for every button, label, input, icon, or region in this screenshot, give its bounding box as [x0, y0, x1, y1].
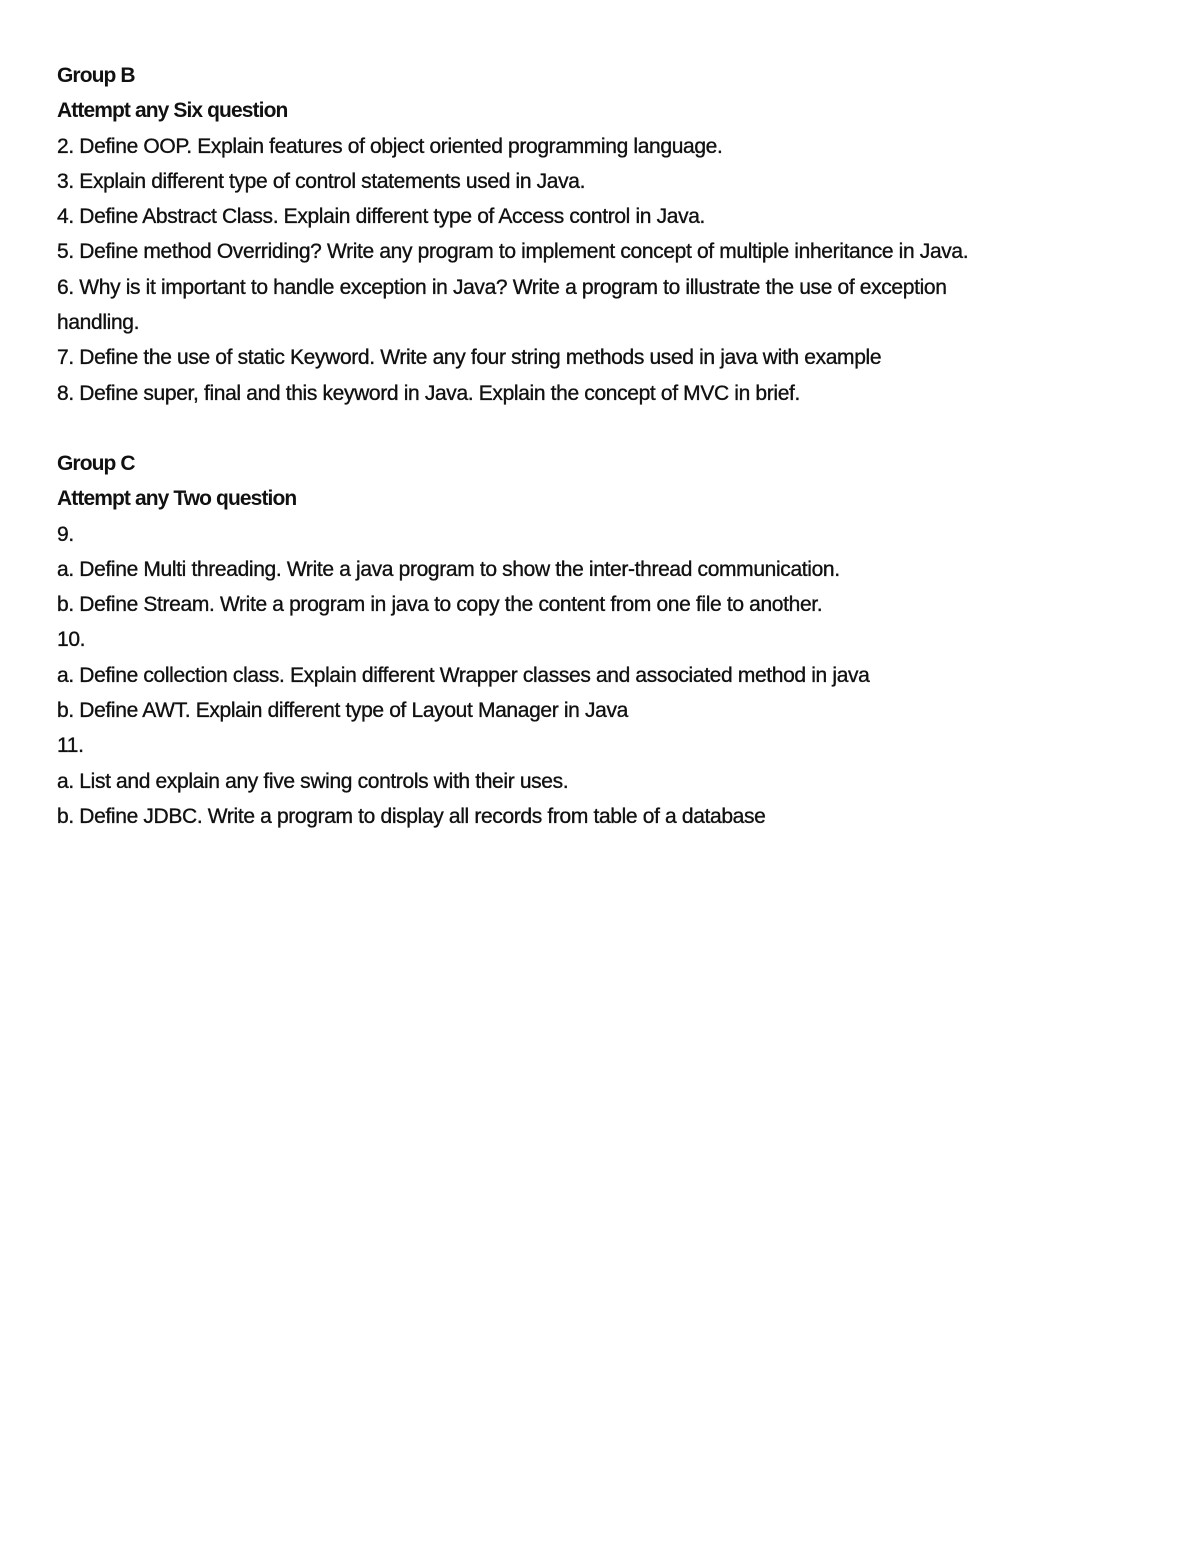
question-7: 7. Define the use of static Keyword. Write any four string methods used in java with example: [57, 346, 882, 370]
question-10b: b. Define AWT. Explain different type of Layout Manager in Java: [57, 699, 628, 723]
group-c-section: [57, 446, 1157, 834]
group-b-section: [57, 58, 1157, 411]
question-9b: b. Define Stream. Write a program in java to copy the content from one file to another.: [57, 593, 823, 617]
question-9-number: 9.: [57, 522, 74, 546]
group-b-title: Group B: [57, 64, 135, 87]
section-spacer: [57, 411, 1157, 446]
question-5: 5. Define method Overriding? Write any program to implement concept of multiple inheritance in Java.: [57, 240, 969, 264]
question-6-continued: handling.: [57, 311, 140, 335]
question-11a: a. List and explain any five swing controls with their uses.: [57, 769, 569, 793]
question-6: 6. Why is it important to handle exception in Java? Write a program to illustrate the use of exception: [57, 275, 947, 299]
question-10a: a. Define collection class. Explain different Wrapper classes and associated method in java: [57, 663, 870, 687]
question-11b: b. Define JDBC. Write a program to display all records from table of a database: [57, 804, 766, 828]
group-b-instruction: Attempt any Six question: [57, 99, 288, 123]
question-3: 3. Explain different type of control statements used in Java.: [57, 169, 586, 193]
question-8: 8. Define super, final and this keyword in Java. Explain the concept of MVC in brief.: [57, 381, 800, 405]
question-4: 4. Define Abstract Class. Explain different type of Access control in Java.: [57, 205, 706, 229]
exam-page: [57, 58, 1157, 834]
group-c-instruction: Attempt any Two question: [57, 487, 297, 511]
question-9a: a. Define Multi threading. Write a java program to show the inter-thread communication.: [57, 557, 840, 581]
question-10-number: 10.: [57, 628, 86, 652]
question-11-number: 11.: [57, 734, 84, 758]
group-c-title: Group C: [57, 451, 135, 475]
question-2: 2. Define OOP. Explain features of object oriented programming language.: [57, 134, 723, 158]
